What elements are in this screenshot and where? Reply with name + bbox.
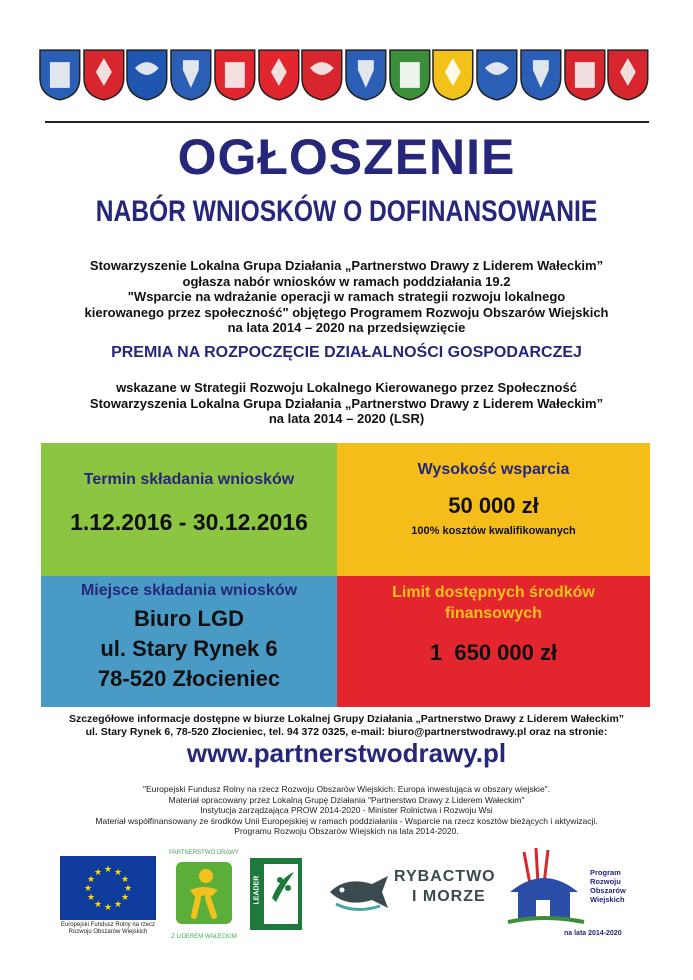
leader-logo bbox=[250, 858, 302, 930]
svg-text:★: ★ bbox=[113, 868, 123, 878]
sponsor-logos bbox=[0, 840, 693, 960]
crest-10-icon bbox=[431, 48, 475, 102]
svg-text:★: ★ bbox=[120, 893, 130, 903]
svg-text:★: ★ bbox=[113, 900, 123, 910]
prow-line: Obszarów bbox=[590, 886, 626, 895]
limit-box bbox=[337, 576, 650, 707]
crest-12-icon bbox=[519, 48, 563, 102]
crest-13-icon bbox=[563, 48, 607, 102]
lsr-line: Stowarzyszenia Lokalna Grupa Działania „Partnerstwo Drawy z Liderem Wałeckim” bbox=[89, 395, 604, 411]
prow-line: Program bbox=[590, 868, 621, 877]
svg-text:★: ★ bbox=[86, 893, 96, 903]
wysokosc-value: 50 000 zł bbox=[448, 493, 539, 518]
prow-text bbox=[590, 868, 626, 904]
footer-text bbox=[20, 784, 673, 837]
intro-text bbox=[40, 258, 653, 336]
fish-icon bbox=[326, 870, 392, 914]
wysokosc-note: 100% kosztów kwalifikowanych bbox=[411, 525, 576, 537]
rybactwo-subtitle: I MORZE bbox=[412, 888, 486, 905]
page-title: OGŁOSZENIE bbox=[177, 129, 516, 185]
intro-line: "Wsparcie na wdrażanie operacji w ramach strategii rozwoju lokalnego bbox=[127, 289, 566, 304]
premia-heading: PREMIA NA ROZPOCZĘCIE DZIAŁALNOŚCI GOSPODARCZEJ bbox=[111, 344, 582, 361]
svg-text:★: ★ bbox=[83, 884, 93, 894]
lsr-line: wskazane w Strategii Rozwoju Lokalnego Kierowanego przez Społeczność bbox=[116, 380, 577, 395]
figure-icon bbox=[174, 860, 234, 926]
footer-line: "Europejski Fundusz Rolny na rzecz Rozwoju Obszarów Wiejskich: Europa inwestująca w obszary wiejskie". bbox=[142, 784, 551, 794]
rybactwo-logo bbox=[326, 864, 496, 924]
rybactwo-title: RYBACTWO bbox=[394, 868, 496, 885]
header-divider bbox=[45, 121, 649, 123]
limit-heading-line: finansowych bbox=[445, 605, 542, 622]
eu-caption bbox=[56, 922, 160, 936]
prow-line: Rozwoju bbox=[590, 877, 621, 886]
svg-text:★: ★ bbox=[93, 900, 103, 910]
details-line: ul. Stary Rynek 6, 78-520 Złocieniec, tel. 94 372 0325, e-mail: biuro@partnerstwodrawy.pl oraz na stronie: bbox=[85, 726, 608, 738]
crest-3-icon bbox=[125, 48, 169, 102]
crest-9-icon bbox=[388, 48, 432, 102]
crests-row bbox=[38, 48, 650, 104]
intro-line: na lata 2014 – 2020 na przedsięwzięcie bbox=[227, 320, 466, 335]
wysokosc-heading: Wysokość wsparcia bbox=[417, 461, 570, 478]
lsr-line: na lata 2014 – 2020 (LSR) bbox=[268, 411, 425, 426]
crest-11-icon bbox=[475, 48, 519, 102]
wysokosc-box bbox=[337, 443, 650, 576]
crest-7-icon bbox=[300, 48, 344, 102]
miejsce-heading: Miejsce składania wniosków bbox=[80, 582, 298, 599]
eu-stars-icon bbox=[60, 856, 156, 920]
limit-heading-line: Limit dostępnych środków bbox=[392, 584, 595, 601]
crest-14-icon bbox=[606, 48, 650, 102]
crest-1-icon bbox=[38, 48, 82, 102]
footer-line: Programu Rozwoju Obszarów Wiejskich na lata 2014-2020. bbox=[234, 826, 459, 836]
termin-value: 1.12.2016 - 30.12.2016 bbox=[70, 509, 308, 535]
crest-5-icon bbox=[213, 48, 257, 102]
intro-line: ogłasza nabór wniosków w ramach poddziałania 19.2 bbox=[182, 273, 511, 289]
miejsce-box bbox=[41, 576, 337, 707]
pdz-bottom-text: Z LIDEREM WAŁECKIM bbox=[171, 934, 237, 940]
termin-box bbox=[41, 443, 337, 576]
footer-line: Materiał współfinansowany ze środków Unii Europejskiej w ramach poddziałania - Wsparcie na rzecz kosztów bieżących i aktywizacji. bbox=[95, 815, 598, 826]
termin-heading: Termin składania wniosków bbox=[83, 471, 295, 488]
svg-text:★: ★ bbox=[123, 884, 133, 894]
miejsce-line: 78-520 Złocieniec bbox=[97, 666, 281, 691]
crest-6-icon bbox=[257, 48, 301, 102]
page-subtitle: NABÓR WNIOSKÓW O DOFINANSOWANIE bbox=[95, 195, 598, 228]
prow-logo bbox=[500, 844, 650, 948]
intro-line: Stowarzyszenie Lokalna Grupa Działania „Partnerstwo Drawy z Liderem Wałeckim” bbox=[89, 258, 604, 273]
prow-years: na lata 2014-2020 bbox=[564, 930, 622, 937]
pdz-top-text: PARTNERSTWO DRAWY bbox=[169, 850, 239, 856]
svg-text:★: ★ bbox=[103, 903, 113, 913]
footer-line: Instytucja zarządzająca PROW 2014-2020 - Minister Rolnictwa i Rozwoju Wsi bbox=[200, 805, 493, 815]
details-text bbox=[20, 713, 673, 739]
svg-text:★: ★ bbox=[103, 865, 113, 875]
miejsce-line: Biuro LGD bbox=[134, 606, 244, 631]
website-link[interactable]: www.partnerstwodrawy.pl bbox=[186, 738, 507, 768]
eu-flag-logo bbox=[60, 856, 156, 920]
prow-line: Wiejskich bbox=[590, 895, 625, 904]
leader-text: LEADER bbox=[253, 875, 261, 905]
prow-emblem-icon bbox=[500, 844, 588, 930]
svg-text:★: ★ bbox=[86, 875, 96, 885]
details-line: Szczegółowe informacje dostępne w biurze Lokalnej Grupy Działania „Partnerstwo Drawy z Liderem Wałeckim” bbox=[68, 713, 625, 725]
intro-line: kierowanego przez społeczność" objętego Programem Rozwoju Obszarów Wiejskich bbox=[84, 304, 609, 320]
eu-caption-line: Europejski Fundusz Rolny na rzecz bbox=[60, 922, 156, 928]
pdz-logo bbox=[168, 850, 240, 940]
limit-value: 1 650 000 zł bbox=[429, 640, 558, 665]
crest-8-icon bbox=[344, 48, 388, 102]
svg-text:★: ★ bbox=[93, 868, 103, 878]
crest-4-icon bbox=[169, 48, 213, 102]
miejsce-line: ul. Stary Rynek 6 bbox=[100, 636, 278, 661]
crest-2-icon bbox=[82, 48, 126, 102]
eu-caption-line: Rozwoju Obszarów Wiejskich bbox=[68, 929, 148, 935]
svg-text:★: ★ bbox=[120, 875, 130, 885]
footer-line: Materiał opracowany przez Lokalną Grupę Działania "Partnerstwo Drawy z Liderem Wałeckim" bbox=[168, 794, 525, 805]
lsr-text bbox=[40, 380, 653, 427]
